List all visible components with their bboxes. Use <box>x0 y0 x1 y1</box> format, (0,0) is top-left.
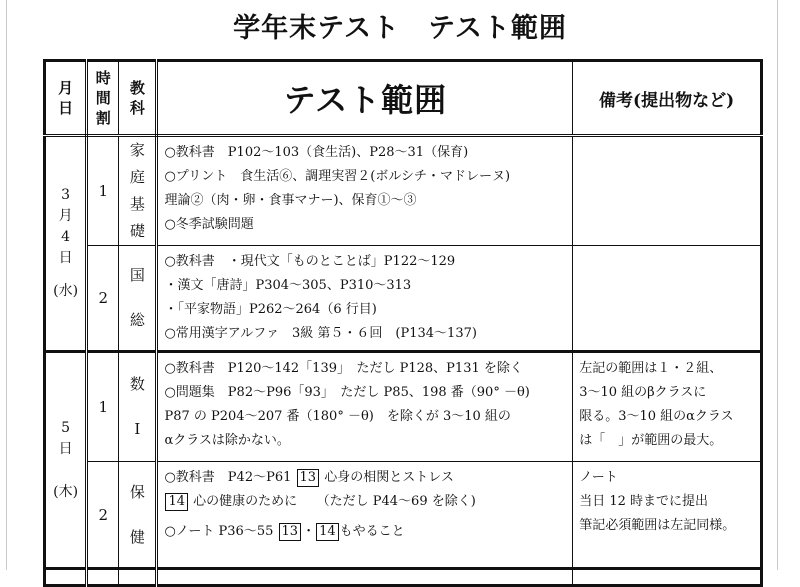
test-range-table <box>43 59 763 587</box>
range-line: ・漢文「唐詩」P304～305、P310～313 <box>164 278 412 293</box>
range-line: ○教科書 P120～142「139」 ただし P128、P131 を除く <box>164 361 523 376</box>
header-notes: 備考(提出物など) <box>573 61 762 136</box>
note-line: 限る。3～10 組のαクラス <box>579 409 734 424</box>
range-cell <box>157 246 573 352</box>
range-line: ○ノート P36～55 13 ・ 14 もやること <box>164 524 405 539</box>
table-row <box>45 462 762 569</box>
range-cell <box>157 352 573 462</box>
notes-cell <box>573 246 762 352</box>
table-row-partial <box>45 569 762 586</box>
range-line: ○プリント 食生活⑥、調理実習２(ボルシチ・マドレーヌ) <box>164 169 511 184</box>
header-test-range: テスト範囲 <box>157 61 573 136</box>
range-line: ○教科書 P42～P61 13 心身の相関とストレス <box>164 470 454 485</box>
range-line: ○冬季試験問題 <box>164 217 254 232</box>
period-cell: 1 <box>87 136 119 246</box>
note-line: 筆記必須範囲は左記同様。 <box>579 518 736 533</box>
header-subject: 教 科 <box>119 61 157 136</box>
note-line: 当日 12 時までに提出 <box>579 494 708 509</box>
range-cell <box>157 136 573 246</box>
range-line: 14 心の健康のために （ただし P44～69 を除く) <box>164 490 566 514</box>
notes-cell <box>573 352 762 462</box>
range-line: ○教科書 P102～103（食生活)、P28～31（保育) <box>164 145 469 160</box>
page-edge-right <box>777 0 778 570</box>
period-cell: 1 <box>87 352 119 462</box>
page-edge-left <box>6 0 7 570</box>
date-cell-day1: 3 月 4 日 (水) <box>45 136 87 352</box>
notes-cell <box>573 462 762 569</box>
subject-cell: 家 庭 基 礎 <box>119 136 157 246</box>
header-period: 時 間 割 <box>87 61 119 136</box>
table-row <box>45 246 762 352</box>
header-row <box>45 61 762 136</box>
subject-cell: 数 I <box>119 352 157 462</box>
section-number-box: 13 <box>279 523 302 541</box>
subject-cell: 保 健 <box>119 462 157 569</box>
range-line: 理論②（肉・卵・食事マナー)、保育①～③ <box>164 193 417 208</box>
header-month-day: 月 日 <box>45 61 87 136</box>
notes-cell <box>573 136 762 246</box>
page-title: 学年末テスト テスト範囲 <box>233 13 567 44</box>
section-number-box: 13 <box>297 469 320 487</box>
range-line: ・「平家物語」P262～264（6 行目) <box>164 302 377 317</box>
range-line: ○教科書 ・現代文「ものとことば」P122～129 <box>164 254 456 269</box>
range-line: αクラスは除かない。 <box>164 433 290 448</box>
range-cell <box>157 462 573 569</box>
subject-cell: 国 総 <box>119 246 157 352</box>
note-line: ノート <box>579 470 618 485</box>
table-row <box>45 136 762 246</box>
range-line: ○常用漢字アルファ 3級 第５・６回 (P134～137) <box>164 326 477 341</box>
period-cell: 2 <box>87 462 119 569</box>
range-line: ○問題集 P82～P96「93」 ただし P85、198 番（90° －θ) <box>164 385 530 400</box>
note-line: 左記の範囲は１・２組、 <box>579 361 723 376</box>
note-line: 3～10 組のβクラスに <box>579 385 707 400</box>
date-cell-day2: 5 日 (木) <box>45 352 87 569</box>
period-cell: 2 <box>87 246 119 352</box>
range-line: P87 の P204～207 番（180° －θ) を除くが 3～10 組の <box>164 409 511 424</box>
section-number-box: 14 <box>165 493 188 511</box>
table-row <box>45 352 762 462</box>
note-line: は「 」が範囲の最大。 <box>579 433 723 448</box>
section-number-box: 14 <box>316 523 339 541</box>
